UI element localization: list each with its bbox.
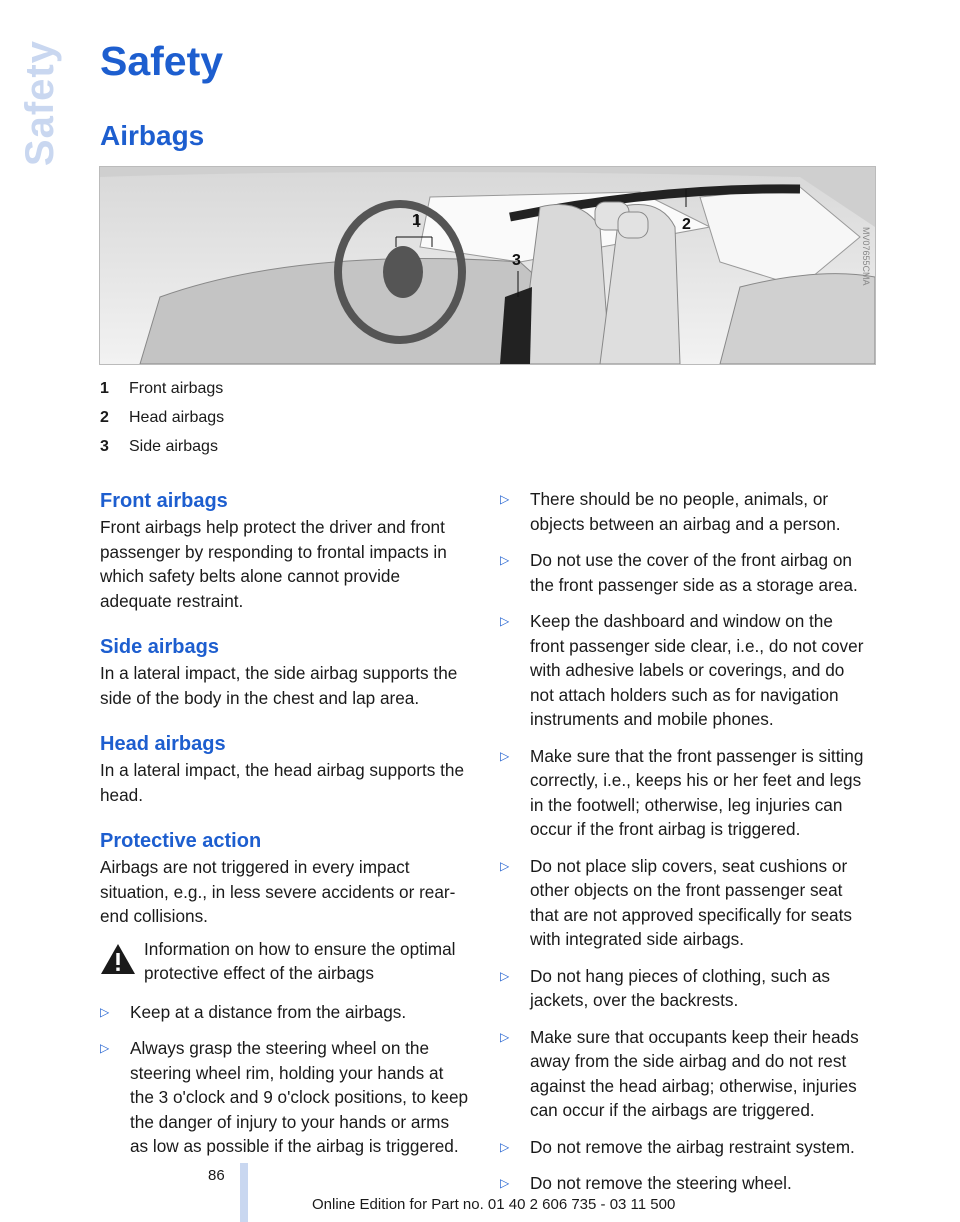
triangle-bullet-icon: ▷ bbox=[500, 748, 510, 763]
figure-code: MV07655CMA bbox=[861, 227, 871, 286]
list-item bbox=[500, 744, 872, 842]
legend-item bbox=[100, 403, 500, 432]
list-item-text: Keep at a distance from the airbags. bbox=[130, 1001, 407, 1022]
legend-number: 1 bbox=[100, 379, 109, 397]
side-tab bbox=[18, 40, 68, 180]
list-item-text: Always grasp the steering wheel on the steering wheel rim, holding your hands at the 3 o'clock and 9 o'clock positions, to keep the danger of injury to your hands or arms as low as possible if the airbag is triggered. bbox=[130, 1038, 469, 1156]
side-airbags-heading: Side airbags bbox=[100, 636, 219, 658]
legend-label: Head airbags bbox=[129, 408, 225, 426]
list-item bbox=[500, 964, 872, 1013]
right-column bbox=[500, 487, 872, 1208]
callout-1: 1 bbox=[412, 212, 421, 229]
airbag-illustration bbox=[99, 166, 876, 365]
list-item-text: Do not use the cover of the front airbag on the front passenger side as a storage area. bbox=[530, 550, 858, 595]
list-item-text: Make sure that the front passenger is sitting correctly, i.e., keeps his or her feet and legs in the footwell; otherwise, leg injuries can occur if the front airbag is triggered. bbox=[530, 745, 864, 839]
legend-label: Side airbags bbox=[129, 437, 218, 455]
list-item bbox=[500, 854, 872, 952]
list-item bbox=[500, 1025, 872, 1123]
front-airbags-heading: Front airbags bbox=[100, 490, 228, 512]
legend-item bbox=[100, 374, 500, 403]
triangle-bullet-icon: ▷ bbox=[500, 614, 510, 628]
protective-action-text: Airbags are not triggered in every impact situation, e.g., in less severe accidents or rear-end collisions. bbox=[100, 857, 456, 926]
page-number: 86 bbox=[208, 1167, 225, 1184]
triangle-bullet-icon: ▷ bbox=[500, 553, 510, 567]
triangle-bullet-icon: ▷ bbox=[100, 1004, 110, 1019]
list-item-text: Do not remove the steering wheel. bbox=[530, 1173, 792, 1193]
protective-action-heading: Protective action bbox=[100, 830, 262, 852]
list-item bbox=[500, 1171, 872, 1196]
list-item bbox=[500, 548, 872, 597]
triangle-bullet-icon: ▷ bbox=[500, 968, 510, 983]
left-column bbox=[100, 487, 472, 1171]
list-item-text: Keep the dashboard and window on the front passenger side clear, i.e., do not cover with adhesive labels or coverings, and do not attach holders such as for navigation instruments and mobile phones. bbox=[530, 611, 864, 729]
triangle-bullet-icon: ▷ bbox=[500, 1029, 510, 1044]
list-item-text: There should be no people, animals, or objects between an airbag and a person. bbox=[530, 489, 841, 534]
list-item bbox=[500, 1135, 872, 1160]
triangle-bullet-icon: ▷ bbox=[100, 1041, 110, 1055]
side-tab-label: Safety bbox=[18, 40, 62, 167]
list-item-text: Make sure that occupants keep their heads away from the side airbag and do not rest against the head airbag; otherwise, injuries can occur if the airbags are triggered. bbox=[530, 1026, 859, 1120]
warning-text: Information on how to ensure the optimal protective effect of the airbags bbox=[144, 938, 456, 983]
callout-3: 3 bbox=[512, 252, 521, 269]
list-item bbox=[500, 609, 872, 732]
callout-2: 2 bbox=[682, 216, 691, 233]
triangle-bullet-icon: ▷ bbox=[500, 1139, 510, 1154]
list-item bbox=[100, 1000, 472, 1025]
legend-number: 3 bbox=[100, 437, 109, 455]
triangle-bullet-icon: ▷ bbox=[500, 1176, 510, 1190]
footer-divider bbox=[240, 1163, 248, 1222]
side-airbags-text: In a lateral impact, the side airbag supports the side of the body in the chest and lap area. bbox=[100, 663, 458, 708]
legend-number: 2 bbox=[100, 408, 109, 426]
section-title: Airbags bbox=[100, 120, 205, 151]
triangle-bullet-icon: ▷ bbox=[500, 492, 510, 506]
list-item-text: Do not remove the airbag restraint system. bbox=[530, 1136, 855, 1157]
head-airbags-text: In a lateral impact, the head airbag supports the head. bbox=[100, 760, 465, 805]
list-item bbox=[100, 1036, 472, 1159]
list-item bbox=[500, 487, 872, 536]
warning-triangle-icon bbox=[100, 937, 144, 986]
legend-label: Front airbags bbox=[129, 379, 224, 397]
car-interior-drawing bbox=[100, 167, 875, 364]
front-airbags-text: Front airbags help protect the driver and front passenger by responding to frontal impacts in which safety belts alone cannot provide adequate restraint. bbox=[100, 517, 447, 611]
figure-legend bbox=[100, 374, 500, 461]
legend-item bbox=[100, 432, 500, 461]
head-airbags-heading: Head airbags bbox=[100, 733, 226, 755]
page-title: Safety bbox=[100, 38, 224, 84]
list-item-text: Do not hang pieces of clothing, such as jackets, over the backrests. bbox=[530, 965, 831, 1010]
warning-note bbox=[100, 937, 472, 986]
triangle-bullet-icon: ▷ bbox=[500, 858, 510, 873]
list-item-text: Do not place slip covers, seat cushions or other objects on the front passenger seat that are not approved specifically for seats with integrated side airbags. bbox=[530, 855, 852, 949]
footer-edition-text: Online Edition for Part no. 01 40 2 606 735 - 03 11 500 bbox=[312, 1196, 676, 1213]
